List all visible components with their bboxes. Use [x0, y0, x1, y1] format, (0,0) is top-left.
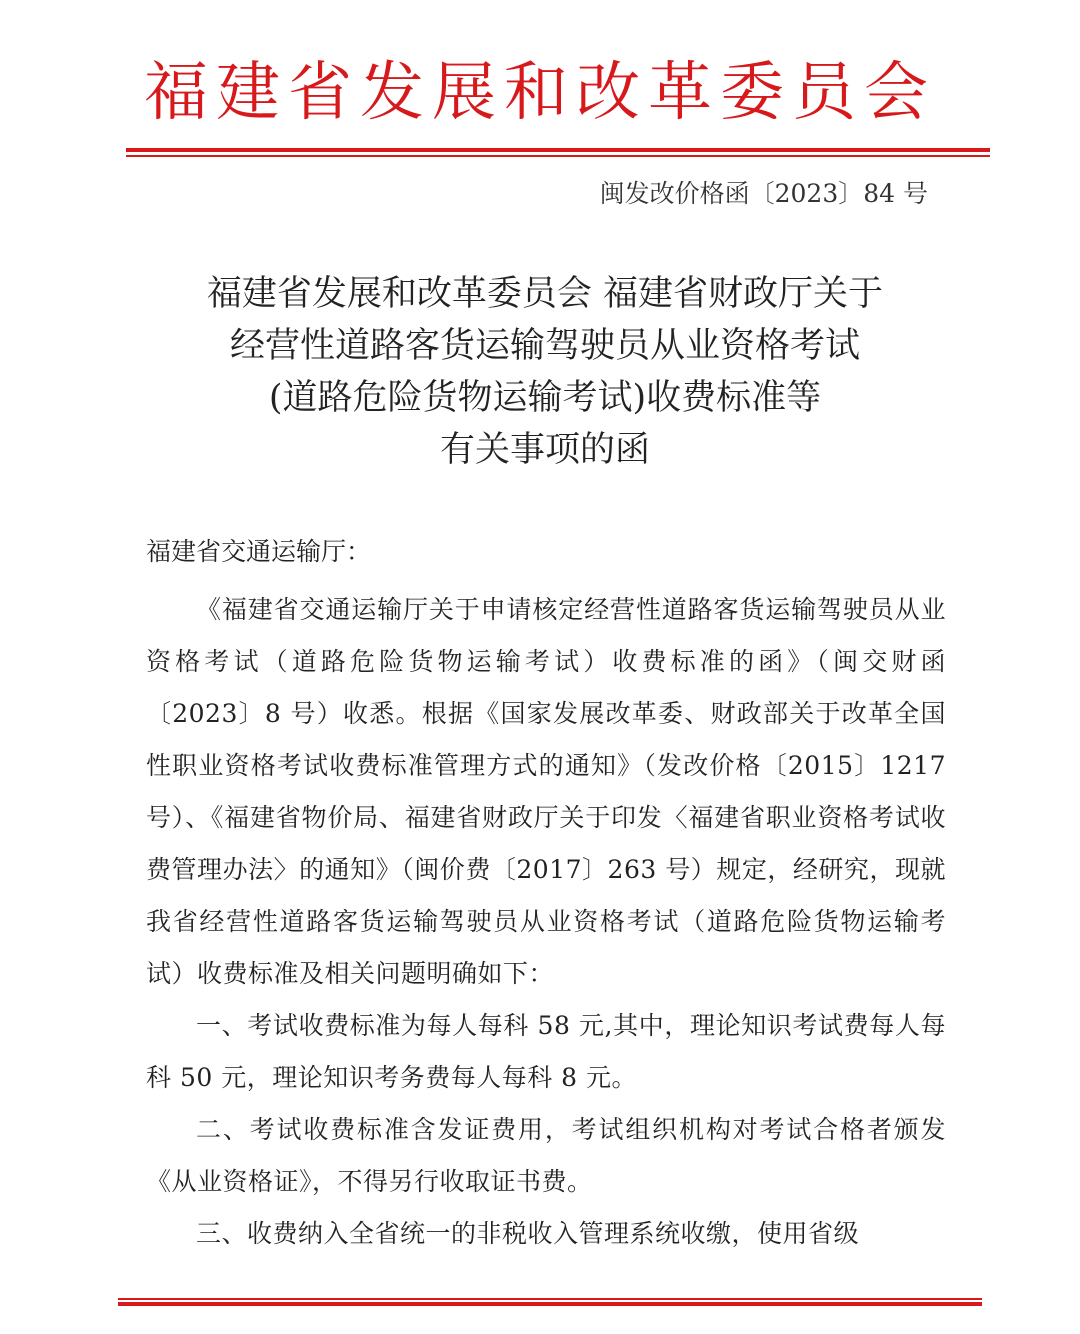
footer-divider [118, 1298, 982, 1308]
title-line: 经营性道路客货运输驾驶员从业资格考试 [229, 326, 860, 366]
letterhead-title: 福建省发展和改革委员会 [144, 56, 936, 130]
divider-thick-line [118, 1302, 982, 1306]
body-paragraph: 三、收费纳入全省统一的非税收入管理系统收缴，使用省级 [196, 1219, 860, 1248]
title-line: 有关事项的函 [439, 430, 650, 470]
addressee: 福建省交通运输厅： [146, 537, 372, 566]
document-body [146, 584, 946, 1260]
title-line: 福建省发展和改革委员会 福建省财政厅关于 [206, 274, 884, 314]
document-number: 闽发改价格函〔2023〕84 号 [599, 179, 928, 208]
divider-thin-line [126, 155, 990, 157]
body-paragraph: 一、考试收费标准为每人每科 58 元,其中，理论知识考试费每人每科 50 元，理论知识考务费每人每科 8 元。 [146, 1011, 946, 1092]
letterhead-divider [126, 148, 990, 158]
document-title [120, 268, 970, 476]
divider-thin-line [118, 1298, 982, 1300]
title-line: (道路危险货物运输考试)收费标准等 [268, 378, 822, 418]
body-paragraph: 《福建省交通运输厅关于申请核定经营性道路客货运输驾驶员从业资格考试（道路危险货物运输考试）收费标准的函》（闽交财函〔2023〕8 号）收悉。根据《国家发展改革委、财政部关于改革全国性职业资格考试收费标准管理方式的通知》（发改价格〔2015〕1217 号）、《福建省物价局、福建省财政厅关于印发〈福建省职业资格考试收费管理办法〉的通知》（闽价费〔2017〕263 号）规定，经研究，现就我省经营性道路客货运输驾驶员从业资格考试（道路危险货物运输考试）收费标准及相关问题明确如下： [146, 595, 946, 988]
divider-thick-line [126, 148, 990, 152]
body-paragraph: 二、考试收费标准含发证费用，考试组织机构对考试合格者颁发《从业资格证》，不得另行收取证书费。 [146, 1115, 946, 1196]
